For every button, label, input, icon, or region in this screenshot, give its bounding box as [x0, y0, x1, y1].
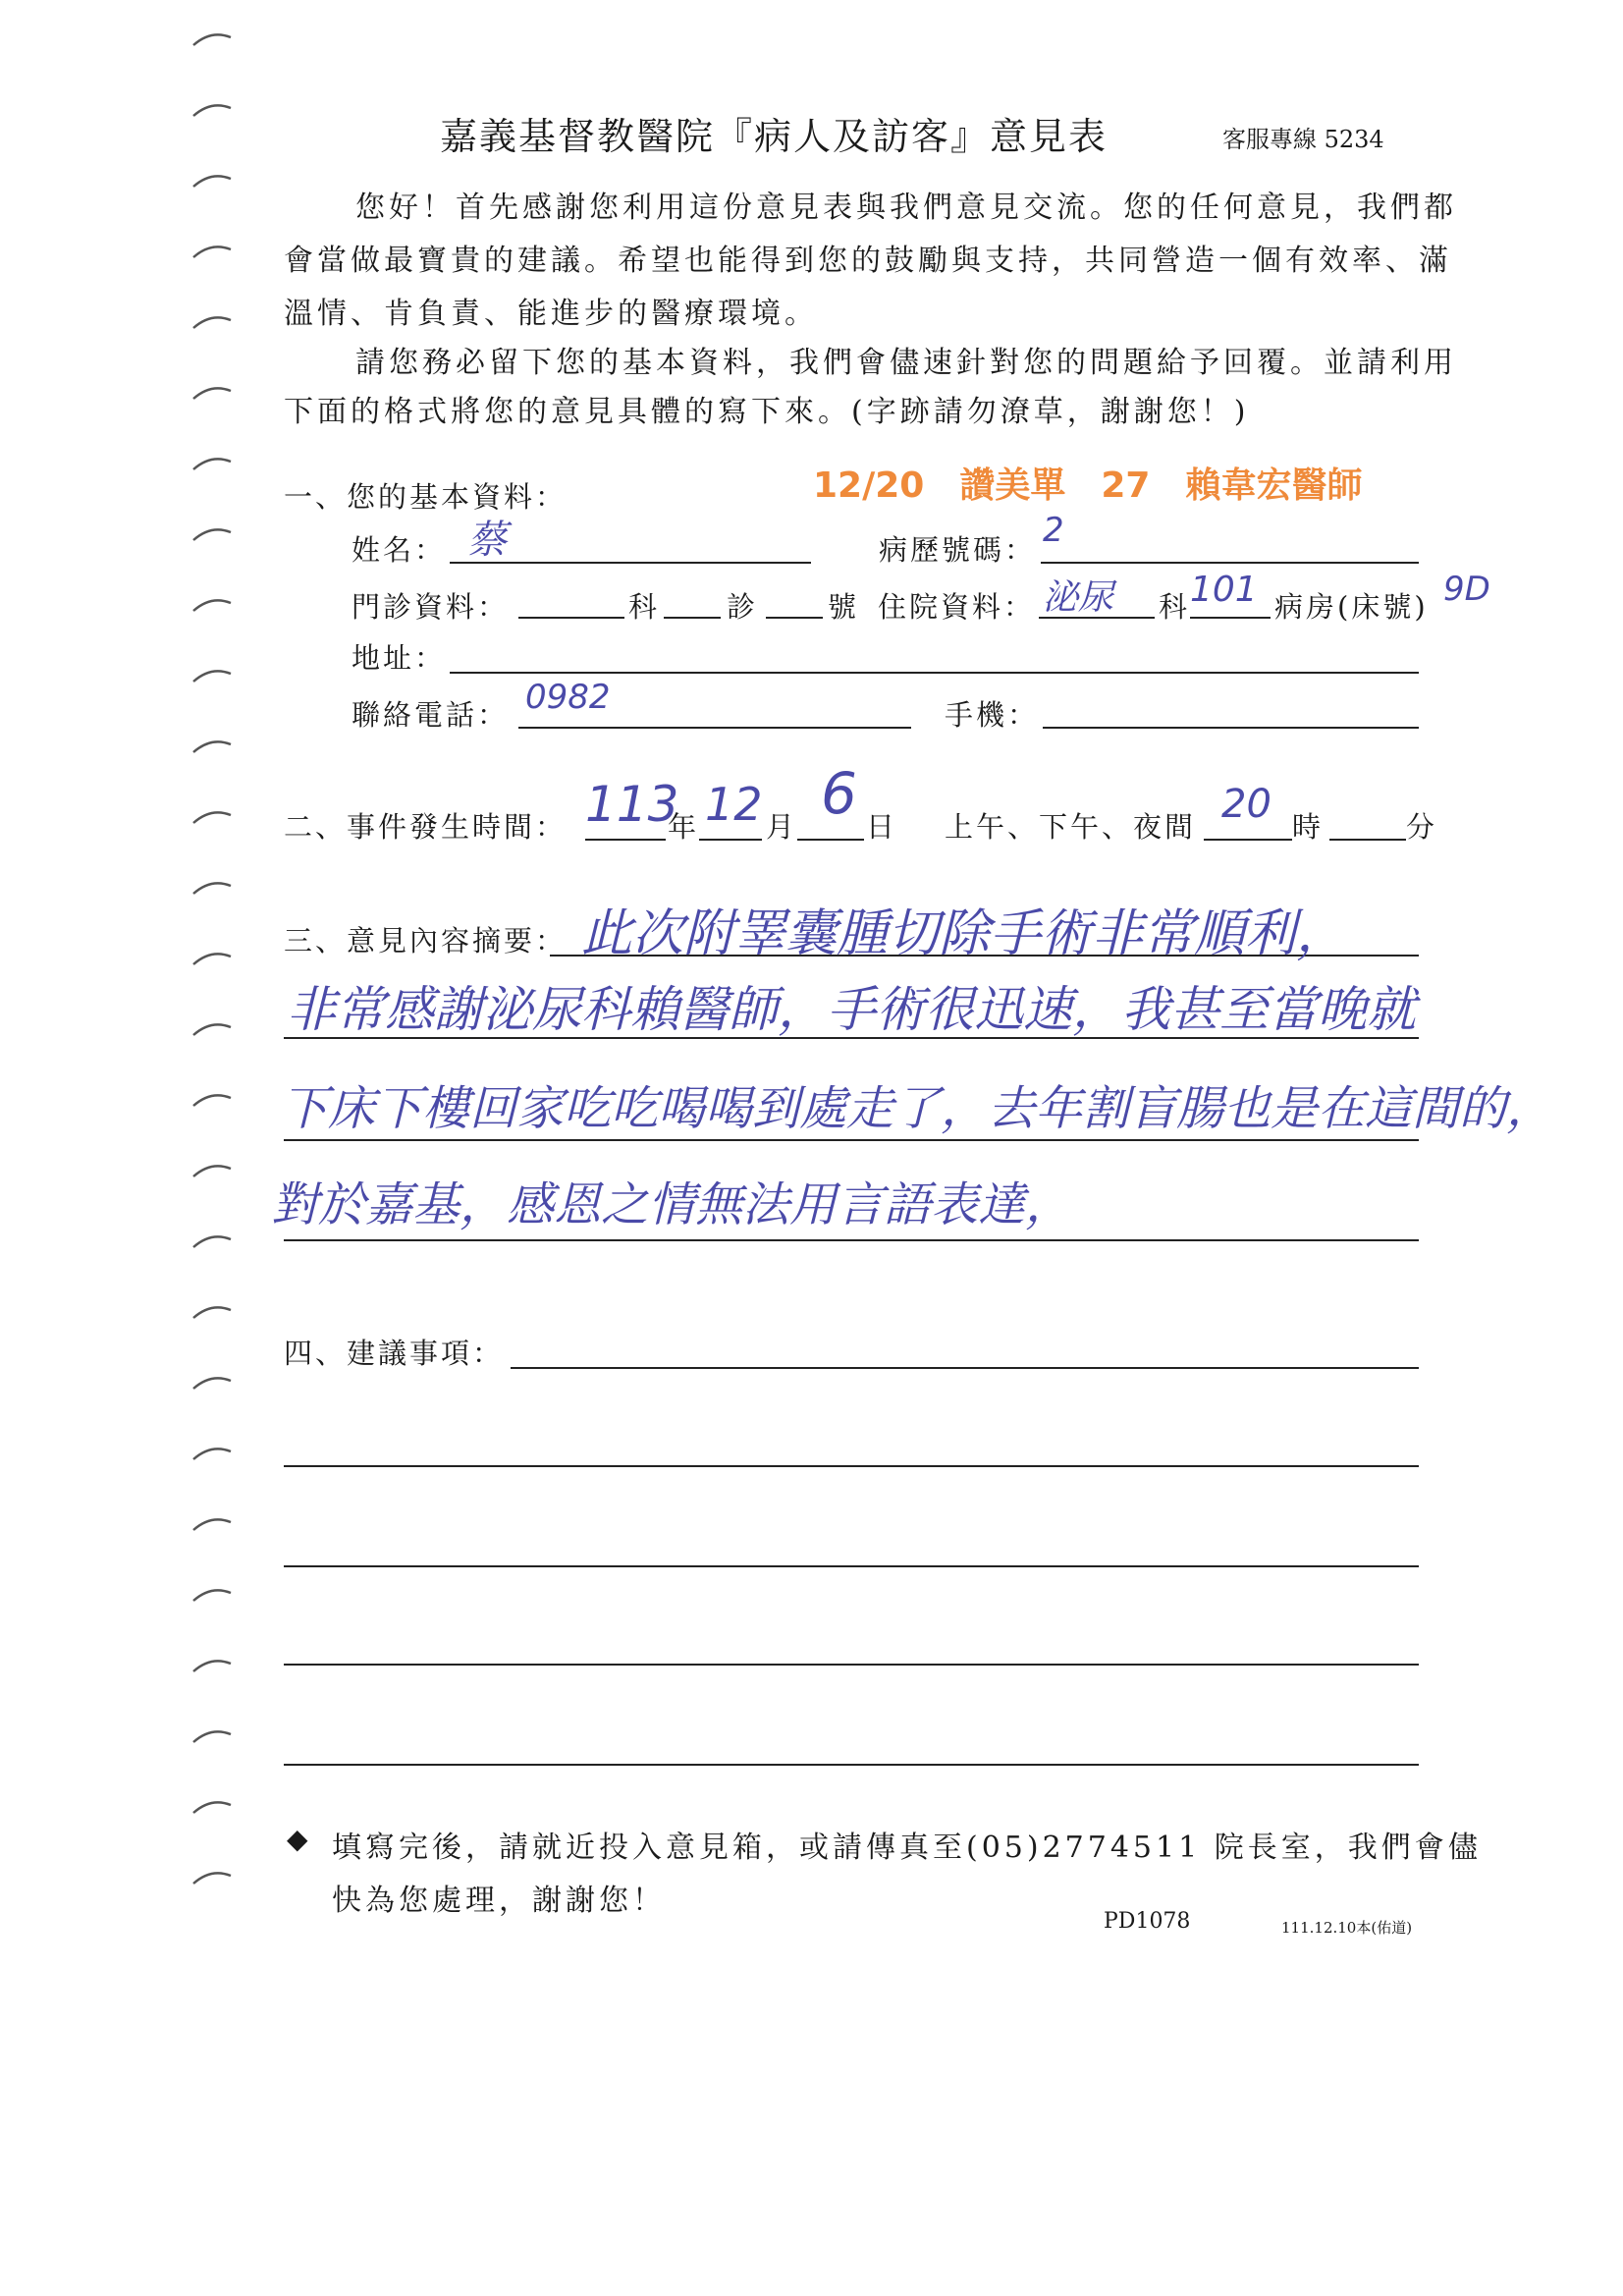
- praise-stamp: 12/20 讚美單 27 賴韋宏醫師: [813, 465, 1363, 506]
- year-value: 113: [585, 776, 679, 833]
- name-label: 姓名：: [352, 533, 447, 567]
- suggestion-line-5: [284, 1764, 1419, 1766]
- hour-value: 20: [1221, 782, 1271, 827]
- month-value: 12: [705, 778, 763, 831]
- diamond-bullet-icon: ◆: [287, 1823, 312, 1855]
- punch-hole-mark: [191, 1159, 233, 1182]
- punch-hole-mark: [191, 310, 233, 334]
- phone-value: 0982: [525, 678, 611, 717]
- punch-hole-mark: [191, 522, 233, 546]
- inpatient-label: 住院資料：: [878, 590, 1036, 624]
- punch-hole-mark: [191, 1088, 233, 1112]
- section3-heading: 三、意見內容摘要：: [284, 924, 568, 957]
- outpatient-number-line: [766, 617, 823, 619]
- intro-line-1: 您好！首先感謝您利用這份意見表與我們意見交流。您的任何意見，我們都: [355, 191, 1457, 225]
- punch-hole-mark: [191, 381, 233, 405]
- outpatient-clinic-line: [664, 617, 721, 619]
- comment-text-1: 此次附睪囊腫切除手術非常順利，: [581, 904, 1348, 963]
- year-label: 年: [668, 810, 700, 844]
- day-line: [797, 839, 864, 841]
- intro-line-5: 下面的格式將您的意見具體的寫下來。(字跡請勿潦草，謝謝您！): [284, 395, 1250, 429]
- punch-hole-mark: [191, 1442, 233, 1465]
- punch-hole-mark: [191, 1230, 233, 1253]
- address-line: [450, 672, 1419, 674]
- record-value: 2: [1043, 511, 1064, 550]
- intro-line-3: 溫情、肯負責、能進步的醫療環境。: [284, 297, 818, 331]
- phone-label: 聯絡電話：: [352, 698, 510, 732]
- section1-heading: 一、您的基本資料：: [284, 480, 568, 514]
- hour-label: 時: [1292, 810, 1325, 844]
- punch-hole-mark: [191, 1371, 233, 1394]
- punch-hole-mark: [191, 169, 233, 192]
- year-line: [585, 839, 666, 841]
- room-value: 101: [1190, 570, 1258, 610]
- minute-label: 分: [1406, 810, 1438, 844]
- minute-line: [1329, 839, 1406, 841]
- punch-hole-mark: [191, 805, 233, 829]
- footer-line-2: 快為您處理，謝謝您！: [332, 1884, 666, 1918]
- comment-text-2: 非常感謝泌尿科賴醫師，手術很迅速，我甚至當晚就: [287, 981, 1416, 1038]
- month-line: [699, 839, 762, 841]
- month-label: 月: [766, 810, 798, 844]
- room-line: [1190, 617, 1271, 619]
- outpatient-hao: 號: [828, 590, 860, 624]
- punch-hole-mark: [191, 452, 233, 475]
- outpatient-zhen: 診: [727, 590, 759, 624]
- intro-line-4: 請您務必留下您的基本資料，我們會儘速針對您的問題給予回覆。並請利用: [355, 346, 1457, 380]
- comment-text-4: 對於嘉基，感恩之情無法用言語表達，: [271, 1177, 1073, 1232]
- punch-hole-mark: [191, 240, 233, 263]
- section2-heading: 二、事件發生時間：: [284, 810, 568, 844]
- record-label: 病歷號碼：: [879, 533, 1037, 567]
- hotline-text: 客服專線 5234: [1222, 126, 1384, 153]
- record-line: [1041, 562, 1419, 564]
- suggestion-line-1: [511, 1367, 1419, 1369]
- punch-hole-mark: [191, 664, 233, 687]
- address-label: 地址：: [352, 641, 447, 675]
- hour-line: [1204, 839, 1292, 841]
- day-value: 6: [821, 760, 857, 827]
- intro-line-2: 會當做最寶貴的建議。希望也能得到您的鼓勵與支持，共同營造一個有效率、滿: [284, 244, 1452, 278]
- punch-hole-mark: [191, 1654, 233, 1677]
- mobile-label: 手機：: [945, 698, 1040, 732]
- inpatient-ke: 科: [1159, 590, 1191, 624]
- punch-hole-mark: [191, 735, 233, 758]
- suggestion-line-3: [284, 1565, 1419, 1567]
- inpatient-dept-value: 泌尿: [1043, 577, 1114, 618]
- outpatient-dept-line: [518, 617, 624, 619]
- punch-hole-mark: [191, 1583, 233, 1607]
- punch-hole-mark: [191, 593, 233, 617]
- punch-hole-mark: [191, 1512, 233, 1536]
- form-title: 嘉義基督教醫院『病人及訪客』意見表: [440, 115, 1109, 158]
- punch-hole-mark: [191, 1017, 233, 1041]
- outpatient-ke: 科: [628, 590, 661, 624]
- day-label: 日: [866, 810, 898, 844]
- comment-line-3: [284, 1139, 1419, 1141]
- phone-line: [518, 727, 911, 729]
- section4-heading: 四、建議事項：: [284, 1337, 505, 1370]
- period-label: 上午、下午、夜間: [945, 810, 1197, 844]
- bed-value: 9D: [1443, 570, 1490, 609]
- mobile-line: [1043, 727, 1419, 729]
- comment-line-4: [284, 1239, 1419, 1241]
- comment-text-3: 下床下樓回家吃吃喝喝到處走了，去年割盲腸也是在這間的，: [281, 1081, 1554, 1136]
- punch-hole-mark: [191, 947, 233, 970]
- suggestion-line-2: [284, 1465, 1419, 1467]
- form-version: 111.12.10本(佑道): [1281, 1919, 1413, 1937]
- room-label: 病房(床號): [1274, 590, 1429, 624]
- punch-hole-mark: [191, 1724, 233, 1748]
- name-value: 蔡: [467, 518, 507, 563]
- punch-hole-mark: [191, 1300, 233, 1324]
- punch-hole-mark: [191, 876, 233, 900]
- punch-hole-mark: [191, 98, 233, 122]
- form-code: PD1078: [1104, 1909, 1191, 1934]
- punch-hole-mark: [191, 1866, 233, 1889]
- suggestion-line-4: [284, 1664, 1419, 1666]
- outpatient-label: 門診資料：: [352, 590, 510, 624]
- footer-line-1: 填寫完後，請就近投入意見箱，或請傳真至(05)2774511 院長室，我們會儘: [332, 1831, 1482, 1865]
- punch-hole-mark: [191, 1795, 233, 1819]
- punch-hole-mark: [191, 27, 233, 51]
